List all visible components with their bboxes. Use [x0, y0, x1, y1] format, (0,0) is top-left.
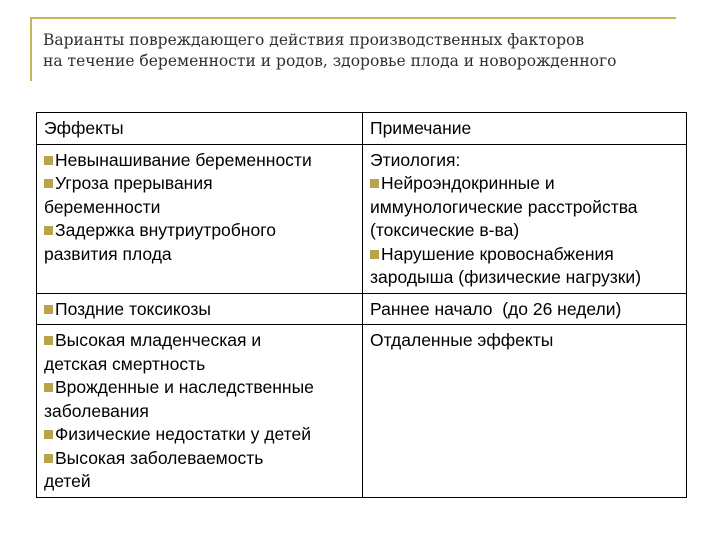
note-cell: Отдаленные эффекты	[363, 325, 687, 498]
effects-cell: Невынашивание беременности Угроза прерывания беременности Задержка внутриутробного развития плода	[37, 144, 363, 293]
title-line-1: Варианты повреждающего действия производственных факторов	[43, 31, 585, 49]
square-bullet-icon	[44, 156, 53, 165]
decorative-frame-top	[30, 17, 676, 19]
title-line-2: на течение беременности и родов, здоровье плода и новорожденного	[43, 52, 617, 70]
list-item: Нарушение кровоснабжения	[370, 243, 681, 267]
list-item: Задержка внутриутробного	[44, 219, 357, 243]
list-item: Физические недостатки у детей	[44, 423, 357, 447]
note-cell: Раннее начало (до 26 недели)	[363, 293, 687, 325]
effects-table	[36, 112, 687, 498]
effects-cell: Высокая младенческая и детская смертность Врожденные и наследственные заболевания Физические недостатки у детей Высокая заболеваемость детей	[37, 325, 363, 498]
square-bullet-icon	[44, 336, 53, 345]
list-item: Высокая заболеваемость	[44, 447, 357, 471]
square-bullet-icon	[44, 179, 53, 188]
square-bullet-icon	[44, 305, 53, 314]
list-item: Высокая младенческая и	[44, 329, 357, 353]
effects-cell	[37, 293, 363, 325]
square-bullet-icon	[370, 179, 379, 188]
square-bullet-icon	[370, 250, 379, 259]
square-bullet-icon	[44, 226, 53, 235]
table-row	[37, 325, 687, 498]
list-item: Поздние токсикозы	[44, 298, 357, 322]
header-note: Примечание	[363, 113, 687, 145]
square-bullet-icon	[44, 454, 53, 463]
list-item: Нейроэндокринные и	[370, 172, 681, 196]
table-row	[37, 144, 687, 293]
list-item: Врожденные и наследственные	[44, 376, 357, 400]
list-item: Угроза прерывания	[44, 172, 357, 196]
decorative-frame-left	[30, 17, 32, 81]
square-bullet-icon	[44, 430, 53, 439]
note-cell: Этиология: Нейроэндокринные и иммунологические расстройства (токсические в-ва) Нарушение кровоснабжения зародыша (физические нагрузки)	[363, 144, 687, 293]
slide-title	[43, 30, 693, 72]
list-item: Невынашивание беременности	[44, 149, 357, 173]
header-effects: Эффекты	[37, 113, 363, 145]
table-header-row	[37, 113, 687, 145]
square-bullet-icon	[44, 383, 53, 392]
table-row	[37, 293, 687, 325]
